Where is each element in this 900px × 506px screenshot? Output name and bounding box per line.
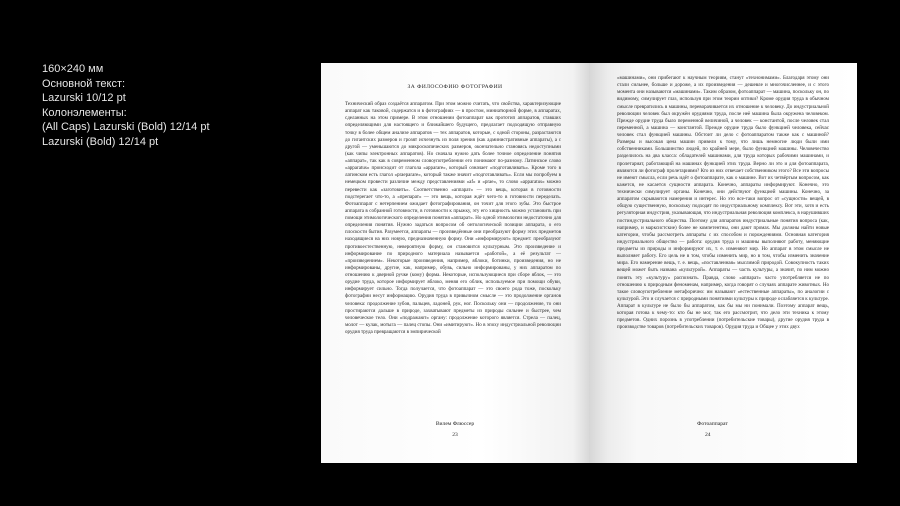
running-head: ЗА ФИЛОСОФИЮ ФОТОГРАФИИ (407, 84, 503, 90)
text-line: кажется, не касается сущности аппарата. Конечно, аппараты информируют. Конечно, это (617, 181, 829, 188)
text-line: индустриального общество — работа: орудия труда и машины выполняют работу, меняющие (617, 238, 829, 245)
text-line: постиндустриального общества. Поэтому для аппаратов индустриальные понятия вопроса (как, (617, 217, 829, 224)
spec-headers-caps-font: (All Caps) Lazurski (Bold) 12/14 pt (42, 121, 210, 134)
text-line: орудие труда, которое информирует яблоко, меняя его облик, используемое при помощи обуви, (345, 279, 561, 286)
spec-body-label: Основной текст: (42, 77, 126, 90)
text-line: «аппарат», так как в современном словоупотреблении его понимают по-разному. Латинское слово (345, 158, 561, 164)
right-footer-title: Фотоаппарат (697, 421, 728, 427)
text-line: технически симулирует органы. Конечно, они действуют функцией машины. Конечно, за (617, 189, 829, 195)
right-page-body-text (617, 75, 829, 332)
text-line: культурой. Это и случается с природными понятиями культуры к природе ослабляется к культуре. (617, 295, 829, 302)
text-line: которая готова к чему-то: кто бы не мог, так его рассмотрит, что дело эти техника к этому (617, 310, 829, 317)
text-line: человек стал функцией машины. Обстоит ли дело с фотоаппаратом также как с машиной? (617, 132, 829, 138)
text-line: плоскости бытия. Разумеется, аппараты — произведённые они преобразуют форму этих предметов (345, 229, 561, 236)
text-line: до гигантских размеров и грозят исчезнуть из поля зрения (как административные аппараты), а с (345, 136, 561, 143)
text-line: находящиеся на них новую, предназначенную форму. Они «информируют» предмет: преобразуют (345, 236, 561, 243)
left-page (321, 63, 589, 463)
text-line: общую существенную, поскольку подходят по индустриальному комплексу. Вот эти, хотя и есть (617, 203, 829, 210)
text-line: Технический образ создаётся аппаратом. При этом можно считать, что свойства, характеризующие (345, 101, 561, 107)
text-line: стали сильнее, больше и дороже, а их произведения — дешевле и многочисленнее, и с этого (617, 82, 829, 89)
text-line: выполняет работу. Его цель не в том, чтобы изменить мир, но в том, чтобы изменить значение (617, 253, 829, 260)
text-line: «машинами», они прибегают к научным теориям, станут «технонимами». Благодаря этому они (617, 75, 829, 81)
text-line: отношению к дверной ручке (кому) форма. Некоторые, использующиеся при сборе яблок, — это (345, 272, 561, 278)
text-line: помощи этимологического определения понятия «аппарат». Но одной этимологии недостаточно для (345, 215, 561, 221)
text-line: такое словоупотребление метафорично: им называют «естественные аппараты», по аналогии с (617, 288, 829, 295)
spec-body-font: Lazurski 10/12 pt (42, 92, 126, 105)
spec-headers-label: Колонэлементы: (42, 106, 127, 119)
text-line: (как чипы электронных аппаратов). Но сначала нужно дать более точное определение понятия (345, 150, 561, 157)
text-line: производстве товаров (потребительских товаров). Орудия труда и Общее у этих двух (617, 324, 800, 331)
left-page-body-text (345, 101, 561, 336)
book-spread (321, 63, 857, 463)
text-line: являются ли фотограф пролетариями? Кто из них отвечает собственником этого? Все эти вопросы (617, 167, 829, 174)
text-line: информирует сильно. Тогда получается, что фотоаппарат — это своего рода тоже, поскольку (345, 286, 561, 293)
text-line: молот — кулак, мотыга — палец стопы. Они «имитируют». Но в эпоху индустриальной революции (345, 321, 561, 328)
text-line: собственниками. Большинство людей, по крайней мере, было функцией машины. Человечество (617, 146, 829, 153)
text-line: разделилось на два класса: обладателей машинами, для труда которых рабочими машинами, и (617, 153, 829, 160)
text-line: фотографии несут информацию. Орудия труда в привычном смысле — это продолжение органов (345, 293, 561, 300)
text-line: пролетариат, работающий на машинах функцией этих труда. Верно ли это и для фотоаппарата, (617, 160, 829, 167)
text-line: человеческое тело. Они «подражают» органу: продолжение которого является. Стрела — палец, (345, 314, 561, 321)
left-page-number: 23 (452, 432, 458, 438)
text-line: категории, чтобы рассмотреть аппараты с их способом и порождениями. Основная категория (617, 231, 829, 238)
text-line: аппарат как таковой, содержатся и в фотографиях — в простом, миниатюрной форме, в аппаратах, (345, 108, 561, 115)
text-line: «apparatus» происходит от глагола «apparare», который означает «подготавливать». Кроме того в (345, 165, 561, 172)
text-line: человека: продолжение зубов, пальцев, ладоней, рук, ног. Поскольку они — продолжение, то они (345, 300, 561, 307)
spec-headers-bold-font: Lazurski (Bold) 12/14 pt (42, 135, 159, 148)
text-line: предметов. Одних порознь в употреблении (потребительские товары), другие орудия труда в (617, 317, 829, 324)
spec-format: 160×240 мм (42, 63, 104, 75)
text-line: понять эту «культуру» распознать. Правда, слово «аппарат» часто употребляется не по (617, 274, 829, 281)
text-line: Фотоаппарат с нетерпением ожидает фотографирования, он точит для этого зубы. Это быстрое (345, 200, 561, 207)
text-line: простираются дальше в природе, захватывают предметы из природы сильнее и быстрее, чем (345, 307, 561, 314)
text-line: например, и марксистские) более не компетентны, они дают промах. Мы должны найти новые (617, 224, 829, 231)
text-line: момента они называются «машинами». Таким образом, фотоаппарат — машина, поскольку он, по (617, 89, 829, 96)
text-line: Прежде орудие труда было переменной величиной, а человек — константой, после человек стал (617, 117, 829, 124)
typography-specs (42, 62, 210, 150)
text-line: определяющими для настоящего и ближайшего будущего, предлагает подходящую отправную (345, 122, 561, 129)
text-line: отношению к природным феноменам, например, когда говорят о случаях аппарате животных. Но (617, 281, 829, 288)
text-line: Размеры и высокая цена машин привели к тому, что лишь немногие люди были ими (617, 139, 829, 146)
text-line: информирование по природного материала называется «работой», а её результат — (345, 250, 561, 257)
text-line: аппаратом скрываются намерения и интерес. Но это все-таки вопрос от «сущности» вещей, в (617, 196, 829, 203)
text-line: смысле превратились в машины, переворачивается их отношение к человеку. До индустриальной (617, 103, 829, 110)
text-line: «произведением». Некоторые произведения, например, яблоки, ботинки, произведения, но не (345, 257, 561, 264)
text-line: мира. Его намерение вещь, т. е. вещь, «поставленная» мыслимой природой. Совокупность таких (617, 260, 829, 267)
text-line: перевести как «заготовить». Соответственно «аппарат» — это вещь, которая в готовности (345, 186, 561, 193)
text-line: переменной, а машина — константой. Прежде орудие труда было функцией человека, сейчас (617, 124, 829, 131)
text-line: регуляторная индустрия, указывающая, что индустриальная революция комплекса, в нарушивших (617, 210, 829, 217)
text-line: другой — уменьшаются до микроскопических размеров, окончательно становясь недоступными (345, 143, 561, 150)
right-page (589, 63, 857, 463)
text-line: Аппарат в культуре не было бы аппаратом, как бы мы ни понимали. Поэтому аппарат вещь, (617, 303, 829, 309)
text-line: противоестественную, невероятную форму, он становится культурным. Это произведение и (345, 243, 561, 250)
text-line: революции человек был окружён орудиями труда, после неё машина была окружена человеком. (617, 110, 829, 117)
text-line: не имеют смысла, если речь идёт о фотоаппарате, как о машине. Вот их четвёртым вопросом, как (617, 174, 829, 181)
text-line: аппарата в собранной готовности, в готовности к прыжку, эту его хищность можно установить при (345, 207, 561, 214)
text-line: предметы из природы и информируют их, т. е. изменяют мир. Но аппарат в этом смысле не (617, 246, 829, 252)
text-line: латинском есть глагол «praeparare», который также значит «подготавливать». Если мы попробуем в (345, 172, 561, 179)
text-line: подстерегает что-то, а «препарат» — это вещь, которая ждёт чего-то в готовности переделать. (345, 193, 561, 200)
text-line: сделанных на этом примере. В этом отношении фотоаппарат как прототип аппаратов, ставших (345, 115, 561, 122)
text-line: вещей может быть названа «культурой». Аппараты — часть культуры, а значит, по ним можно (617, 267, 829, 274)
text-line: определения понятия. Нужно задаться вопросом об онтологической позиции аппарата, о его (345, 222, 561, 229)
left-footer-author: Вилем Флюссер (435, 421, 475, 427)
text-line: видимому, симулирует глаз, используя при этом теории оптики? Кроме орудия труда в обычном (617, 96, 829, 103)
text-line: орудия труда превращаются в эмпирической (345, 329, 441, 335)
right-page-number: 24 (705, 432, 711, 438)
text-line: точку в более общем анализе аппаратов — тех аппаратов, которые, с одной стороны, разрастаются (345, 129, 561, 136)
text-line: немецком провести различие между представлениями «af» и «prae», то слово «apparatus» можно (345, 179, 561, 186)
text-line: информированы, другие, как, например, обувь, сильно информированы, у них аппаратом по (345, 264, 561, 271)
